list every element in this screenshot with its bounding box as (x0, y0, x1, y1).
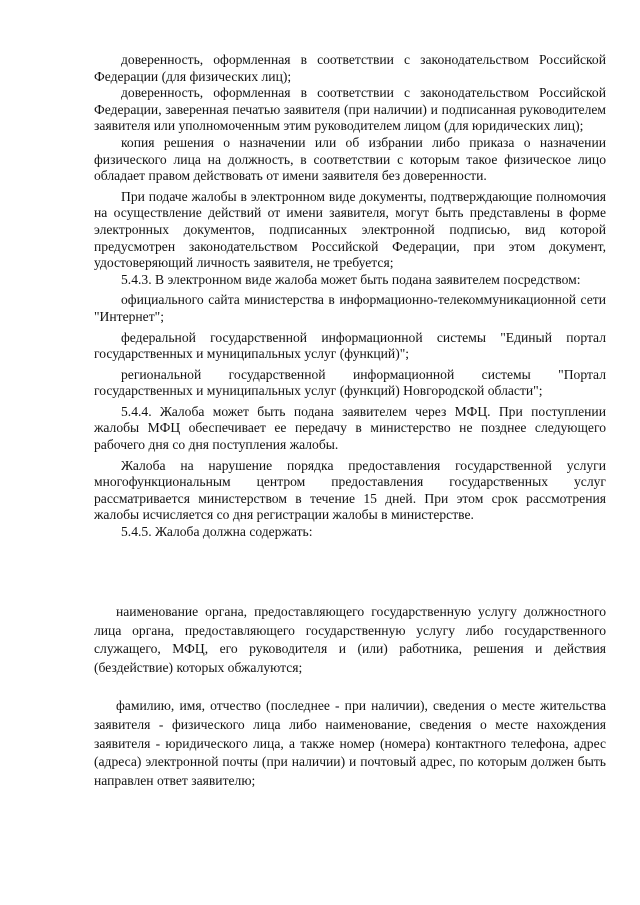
paragraph-regional-portal: региональной государственной информационной системы "Портал государственных и муниципальных услуг (функций) Новгородской области"; (94, 366, 606, 399)
paragraph-5-4-3: 5.4.3. В электронном виде жалоба может быть подана заявителем посредством: (121, 271, 581, 287)
paragraph-electronic-submission-documents: При подаче жалобы в электронном виде документы, подтверждающие полномочия на осуществление действий от имени заявителя, могут быть представлены в форме электронных документов, подписанных электронной подписью, вид которой предусмотрен законодательством Российской Федерации, при этом документ, удостоверяющий личность заявителя, не требуется; (94, 188, 606, 271)
paragraph-authority-name: наименование органа, предоставляющего государственную услугу должностного лица органа, предоставляющего государственную услугу либо государственного служащего, МФЦ, его руководителя и (или) работника, решения и действия (бездействие) которых обжалуются; (94, 604, 606, 675)
paragraph-applicant-details: фамилию, имя, отчество (последнее - при наличии), сведения о месте жительства заявителя - физического лица либо наименование, сведения о месте нахождения заявителя - юридического лица, а также номер (номера) контактного телефона, адрес (адреса) электронной почты (при наличии) и почтовый адрес, по которым должен быть направлен ответ заявителю; (94, 698, 606, 788)
paragraph-appointment-decision-copy: копия решения о назначении или об избрании либо приказа о назначении физического лица на должность, в соответствии с которым такое физическое лицо обладает правом действовать от имени заявителя без доверенности. (94, 134, 606, 184)
paragraph-power-of-attorney-individuals: доверенность, оформленная в соответствии с законодательством Российской Федерации (для физических лиц); (94, 52, 606, 84)
paragraph-mfc-complaint-term: Жалоба на нарушение порядка предоставления государственной услуги многофункциональным центром предоставления государственных услуг рассматривается министерством в течение 15 дней. При этом срок рассмотрения жалобы исчисляется со дня регистрации жалобы в министерстве. (94, 457, 606, 523)
paragraph-official-website: официального сайта министерства в информационно-телекоммуникационной сети "Интернет"; (94, 292, 606, 324)
paragraph-power-of-attorney-legal-entities: доверенность, оформленная в соответствии с законодательством Российской Федерации, заверенная печатью заявителя (при наличии) и подписанная руководителем заявителя или уполномоченным этим руководителем лицом (для юридических лиц); (94, 85, 606, 134)
paragraph-5-4-4: 5.4.4. Жалоба может быть подана заявителем через МФЦ. При поступлении жалобы МФЦ обеспечивает ее передачу в министерство не позднее следующего рабочего дня со дня поступления жалобы. (94, 403, 606, 453)
document-body (94, 52, 606, 541)
document-body-lower (94, 603, 606, 790)
paragraph-5-4-5: 5.4.5. Жалоба должна содержать: (121, 524, 313, 540)
paragraph-federal-portal: федеральной государственной информационной системы "Единый портал государственных и муниципальных услуг (функций)"; (94, 329, 606, 362)
